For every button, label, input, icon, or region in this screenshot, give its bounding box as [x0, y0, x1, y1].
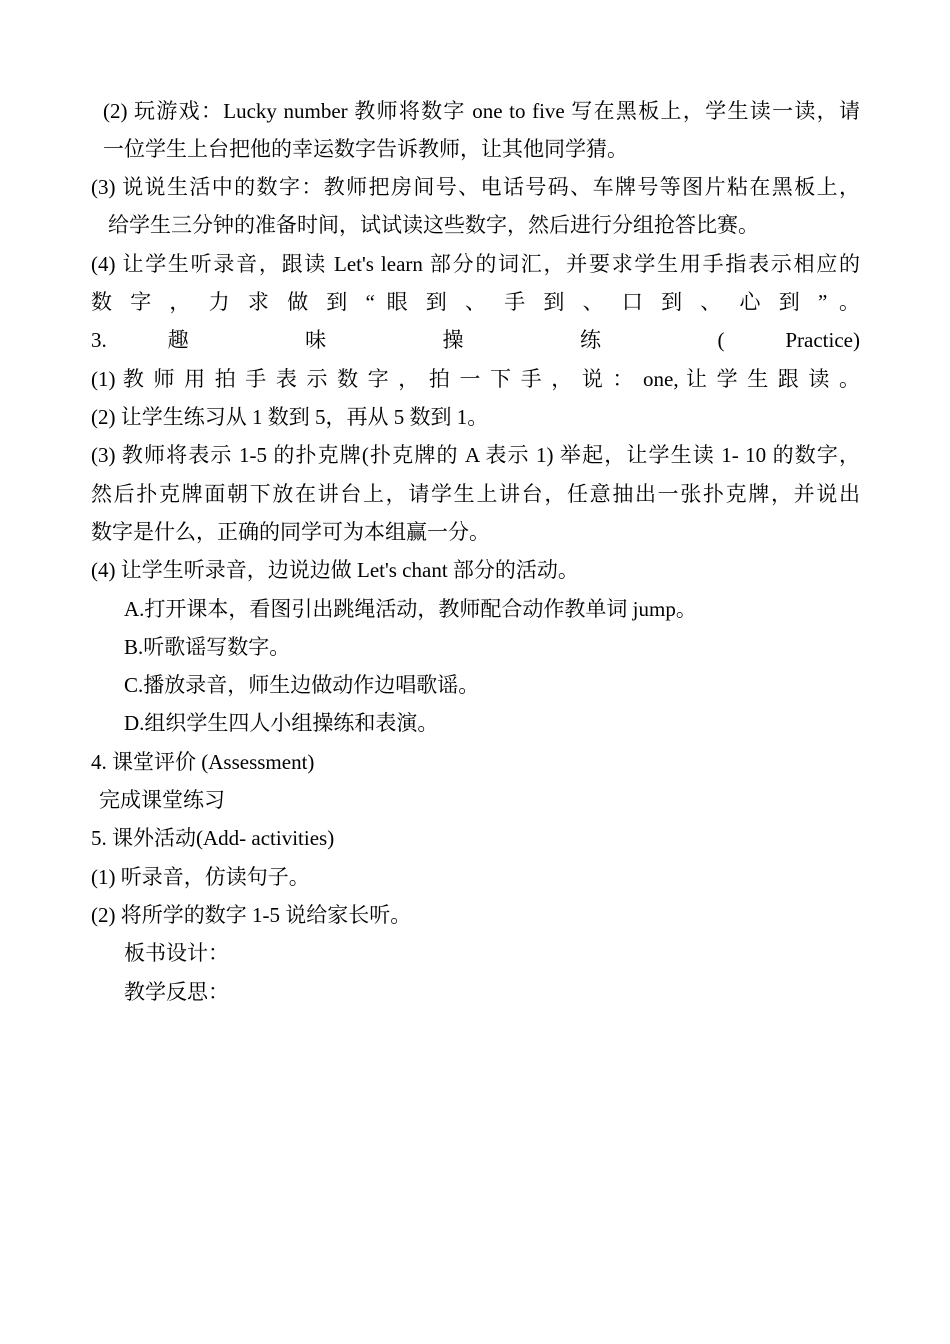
text-line: (3) 说说生活中的数字：教师把房间号、电话号码、车牌号等图片粘在黑板上， — [91, 175, 860, 199]
list-item: D.组织学生四人小组操练和表演。 — [124, 711, 439, 735]
text-line: 给学生三分钟的准备时间，试试读这些数字，然后进行分组抢答比赛。 — [108, 213, 759, 237]
text-line: (2) 让学生练习从 1 数到 5，再从 5 数到 1。 — [91, 405, 489, 429]
text-line: 数 字 ， 力 求 做 到 “ 眼 到 、 手 到 、 口 到 、 心 到 ” 。 — [91, 290, 860, 314]
text-line: (1) 听录音，仿读句子。 — [91, 865, 310, 889]
section-heading: 3. 趣 味 操 练 ( Practice) — [91, 328, 860, 352]
list-item: A.打开课本，看图引出跳绳活动，教师配合动作教单词 jump。 — [124, 597, 697, 621]
list-item: C.播放录音，师生边做动作边唱歌谣。 — [124, 673, 480, 697]
text-line: (4) 让学生听录音，跟读 Let's learn 部分的词汇，并要求学生用手指表示相应的 — [91, 252, 860, 276]
text-line: (1) 教 师 用 拍 手 表 示 数 字 ， 拍 一 下 手 ， 说 ： one, 让 学 生 跟 读 。 — [91, 367, 860, 391]
text-line: 板书设计： — [124, 941, 229, 965]
text-line: 数字是什么，正确的同学可为本组赢一分。 — [91, 520, 490, 544]
text-line: (2) 将所学的数字 1-5 说给家长听。 — [91, 903, 412, 927]
list-item: B.听歌谣写数字。 — [124, 635, 291, 659]
section-heading: 4. 课堂评价 (Assessment) — [91, 750, 315, 774]
text-line: 完成课堂练习 — [99, 788, 225, 812]
text-line: 然后扑克牌面朝下放在讲台上，请学生上讲台，任意抽出一张扑克牌，并说出 — [91, 482, 860, 506]
text-line: 教学反思： — [124, 980, 229, 1004]
text-line: (4) 让学生听录音，边说边做 Let's chant 部分的活动。 — [91, 558, 579, 582]
section-heading: 5. 课外活动(Add- activities) — [91, 826, 335, 850]
text-line: (2) 玩游戏：Lucky number 教师将数字 one to five 写在黑板上，学生读一读，请 — [103, 99, 860, 123]
text-line: (3) 教师将表示 1-5 的扑克牌(扑克牌的 A 表示 1) 举起，让学生读 1- 10 的数字， — [91, 443, 860, 467]
text-line: 一位学生上台把他的幸运数字告诉教师，让其他同学猜。 — [103, 137, 628, 161]
